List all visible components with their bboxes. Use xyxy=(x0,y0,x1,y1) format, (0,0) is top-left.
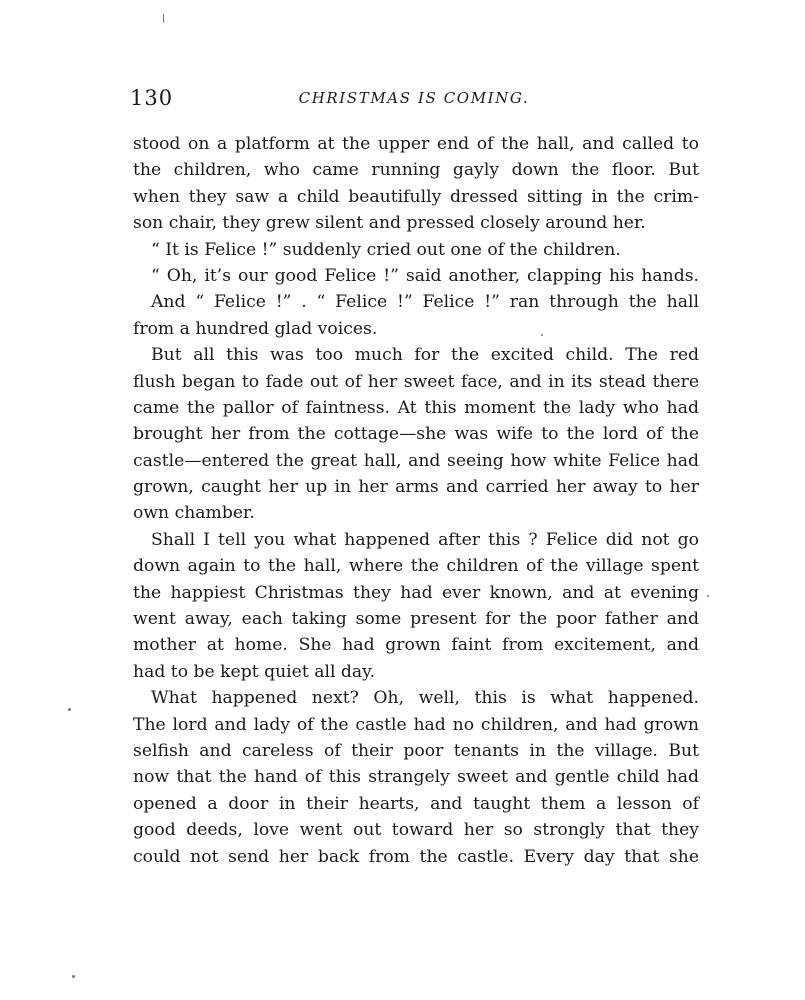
text-line: “ Oh, it’s our good Felice !” said another, clapping his hands. xyxy=(151,265,699,286)
text-line: selfish and careless of their poor tenants in the village. But xyxy=(133,740,699,761)
text-line: had to be kept quiet all day. xyxy=(133,661,376,682)
text-line: stood on a platform at the upper end of the hall, and called to xyxy=(133,134,699,154)
text-line: could not send her back from the castle. Every day that she xyxy=(133,846,699,867)
paper-speck xyxy=(163,14,164,23)
text-line: “ It is Felice !” suddenly cried out one of the children. xyxy=(151,239,621,260)
text-line: the children, who came running gayly down the floor. But xyxy=(133,160,699,181)
paper-speck xyxy=(68,708,71,711)
page-header xyxy=(130,86,698,112)
text-line: came the pallor of faintness. At this moment the lady who had xyxy=(133,397,699,418)
paper-speck xyxy=(707,595,709,597)
text-line: The lord and lady of the castle had no children, and had grown xyxy=(133,714,699,735)
text-line: now that the hand of this strangely sweet and gentle child had xyxy=(133,767,699,788)
text-line: brought her from the cottage—she was wife to the lord of the xyxy=(133,424,699,445)
text-line: the happiest Christmas they had ever known, and at evening xyxy=(133,582,699,603)
text-line: went away, each taking some present for the poor father and xyxy=(133,609,699,630)
text-line: But all this was too much for the excited child. The red xyxy=(151,345,699,366)
body-text xyxy=(133,131,699,870)
text-line: What happened next? Oh, well, this is what happened. xyxy=(151,688,699,709)
text-line: And “ Felice !” . “ Felice !” Felice !” ran through the hall xyxy=(151,292,699,313)
text-line: when they saw a child beautifully dressed sitting in the crim- xyxy=(133,186,699,207)
text-line: son chair, they grew silent and pressed closely around her. xyxy=(133,213,646,234)
paper-speck xyxy=(541,334,543,336)
text-line: opened a door in their hearts, and taught them a lesson of xyxy=(133,793,699,814)
text-line: from a hundred glad voices. xyxy=(133,318,378,339)
text-line: castle—entered the great hall, and seeing how white Felice had xyxy=(133,450,699,471)
running-head: CHRISTMAS IS COMING. xyxy=(298,89,530,107)
text-line: grown, caught her up in her arms and carried her away to her xyxy=(133,477,699,498)
text-line: own chamber. xyxy=(133,503,255,524)
text-line: good deeds, love went out toward her so strongly that they xyxy=(133,820,699,841)
text-line: down again to the hall, where the children of the village spent xyxy=(133,556,699,577)
page-number: 130 xyxy=(130,86,174,110)
text-line: Shall I tell you what happened after this ? Felice did not go xyxy=(151,529,699,550)
paper-speck xyxy=(72,975,75,978)
text-line: mother at home. She had grown faint from excitement, and xyxy=(133,635,699,656)
text-line: flush began to fade out of her sweet face, and in its stead there xyxy=(133,371,699,392)
